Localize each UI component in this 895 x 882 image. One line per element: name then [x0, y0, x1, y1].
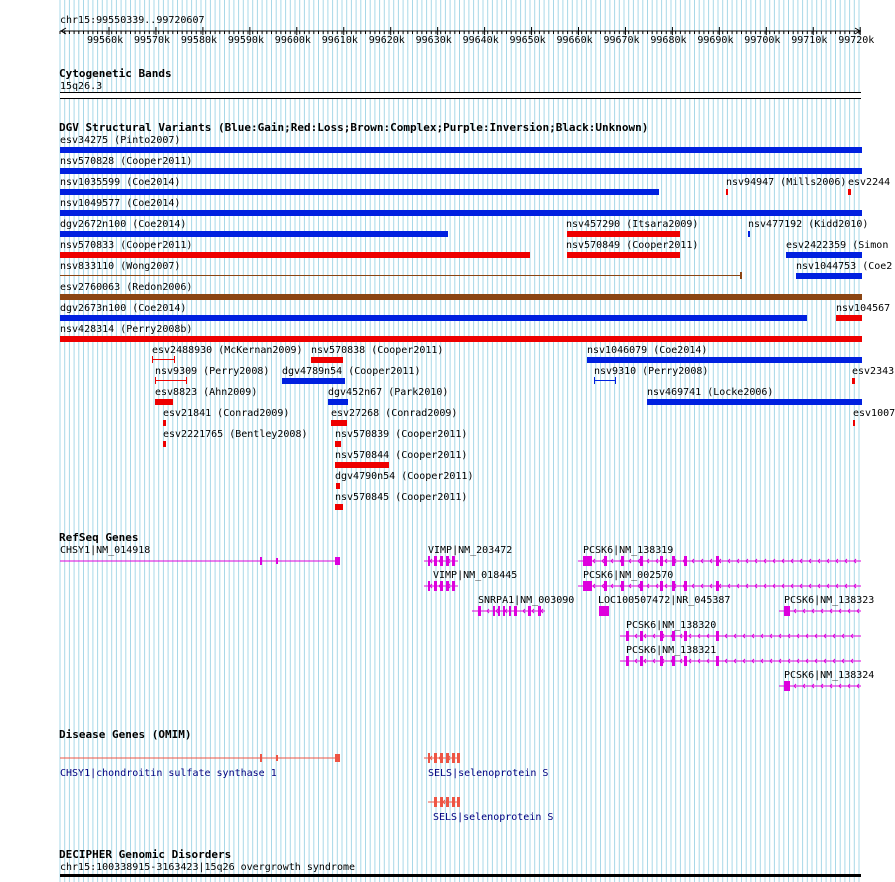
cytoband-track-title: Cytogenetic Bands: [59, 67, 172, 80]
ruler-tick-label: 99600k: [274, 35, 311, 46]
ruler-tick-label: 99720k: [838, 35, 875, 46]
ruler-tick-label: 99670k: [603, 35, 640, 46]
dgv-feature-label: nsv1049577 (Coe2014): [60, 198, 181, 209]
omim-gene-label[interactable]: SELS|selenoprotein S: [433, 812, 554, 823]
dgv-feature-label: nsv570844 (Cooper2011): [335, 450, 468, 461]
refseq-gene-label: PCSK6|NM_002570: [583, 570, 674, 581]
dgv-feature-label: esv27268 (Conrad2009): [331, 408, 458, 419]
dgv-feature-label: dgv2673n100 (Coe2014): [60, 303, 187, 314]
ruler-tick-label: 99700k: [744, 35, 781, 46]
dgv-feature-label: dgv452n67 (Park2010): [328, 387, 449, 398]
dgv-feature-label: dgv4789n54 (Cooper2011): [282, 366, 421, 377]
refseq-gene-label: PCSK6|NM_138324: [784, 670, 875, 681]
dgv-feature-label: nsv1044753 (Coe2: [796, 261, 893, 272]
dgv-track-title: DGV Structural Variants (Blue:Gain;Red:Loss;Brown:Complex;Purple:Inversion;Black:Unknown): [59, 121, 649, 134]
ruler-tick-label: 99630k: [415, 35, 452, 46]
decipher-bar[interactable]: [60, 874, 861, 877]
dgv-feature-label: esv2760063 (Redon2006): [60, 282, 193, 293]
ruler-tick-label: 99660k: [556, 35, 593, 46]
dgv-feature-label: nsv570845 (Cooper2011): [335, 492, 468, 503]
refseq-gene-label: PCSK6|NM_138320: [626, 620, 717, 631]
dgv-feature-label: nsv570839 (Cooper2011): [335, 429, 468, 440]
refseq-gene-label: LOC100507472|NR_045387: [598, 595, 731, 606]
sels-omim-model[interactable]: [424, 753, 460, 763]
dgv-feature-label: nsv457290 (Itsara2009): [566, 219, 699, 230]
dgv-feature-label: esv1007: [853, 408, 895, 419]
ruler-tick-label: 99570k: [133, 35, 171, 46]
decipher-entry-label: chr15:100338915-3163423|15q26 overgrowth syndrome: [60, 862, 356, 873]
dgv-feature-label: dgv2672n100 (Coe2014): [60, 219, 187, 230]
dgv-feature-label: nsv570849 (Cooper2011): [566, 240, 699, 251]
ruler-tick-label: 99680k: [650, 35, 687, 46]
refseq-gene-label: VIMP|NM_018445: [433, 570, 518, 581]
omim-gene-label[interactable]: SELS|selenoprotein S: [428, 768, 549, 779]
dgv-feature-label: nsv1046079 (Coe2014): [587, 345, 708, 356]
dgv-feature-label: esv34275 (Pinto2007): [60, 135, 181, 146]
ruler-tick-label: 99690k: [697, 35, 734, 46]
dgv-feature-label: nsv428314 (Perry2008b): [60, 324, 193, 335]
cytoband-label: 15q26.3: [60, 81, 103, 92]
dgv-feature-label: esv2422359 (Simon: [786, 240, 889, 251]
decipher-track-title: DECIPHER Genomic Disorders: [59, 848, 232, 861]
ruler-tick-label: 99710k: [791, 35, 828, 46]
dgv-feature-label: esv2221765 (Bentley2008): [163, 429, 308, 440]
dgv-feature-label: esv2244: [848, 177, 891, 188]
dgv-feature-label: esv2488930 (McKernan2009): [152, 345, 303, 356]
dgv-feature-label: esv21841 (Conrad2009): [163, 408, 290, 419]
chsy1-omim-model[interactable]: [60, 754, 340, 762]
dgv-feature-label: nsv570828 (Cooper2011): [60, 156, 193, 167]
ruler-tick-label: 99590k: [227, 35, 264, 46]
dgv-feature-label: nsv570833 (Cooper2011): [60, 240, 193, 251]
dgv-feature-label: nsv94947 (Mills2006): [726, 177, 847, 188]
ruler-tick-label: 99620k: [368, 35, 405, 46]
dgv-feature-label: nsv833110 (Wong2007): [60, 261, 181, 272]
refseq-gene-label: VIMP|NM_203472: [428, 545, 513, 556]
dgv-feature-label: nsv9309 (Perry2008): [155, 366, 270, 377]
dgv-feature-label: nsv469741 (Locke2006): [647, 387, 774, 398]
ruler-tick-label: 99640k: [462, 35, 499, 46]
ruler-tick-label: 99580k: [180, 35, 218, 46]
refseq-gene-label: PCSK6|NM_138321: [626, 645, 717, 656]
refseq-gene-label: CHSY1|NM_014918: [60, 545, 151, 556]
dgv-feature-label: nsv570838 (Cooper2011): [311, 345, 444, 356]
dgv-feature-label: nsv9310 (Perry2008): [594, 366, 709, 377]
dgv-feature-label: esv2343: [852, 366, 895, 377]
refseq-gene-label: PCSK6|NM_138323: [784, 595, 875, 606]
dgv-feature-label: nsv477192 (Kidd2010): [748, 219, 869, 230]
dgv-feature-label: esv8823 (Ahn2009): [155, 387, 258, 398]
dgv-feature-label: dgv4790n54 (Cooper2011): [335, 471, 474, 482]
ruler-tick-label: 99560k: [87, 35, 124, 46]
refseq-gene-label: SNRPA1|NM_003090: [478, 595, 575, 606]
ruler-tick-label: 99610k: [321, 35, 358, 46]
position-label: chr15:99550339..99720607: [60, 15, 205, 26]
ruler-tick-label: 99650k: [509, 35, 546, 46]
dgv-feature-label: nsv1035599 (Coe2014): [60, 177, 181, 188]
dgv-feature-label: nsv104567: [836, 303, 891, 314]
refseq-track-title: RefSeq Genes: [59, 531, 139, 544]
refseq-gene-label: PCSK6|NM_138319: [583, 545, 674, 556]
omim-track-title: Disease Genes (OMIM): [59, 728, 192, 741]
omim-gene-label[interactable]: CHSY1|chondroitin sulfate synthase 1: [60, 768, 277, 779]
sels-omim-model[interactable]: [428, 797, 460, 807]
